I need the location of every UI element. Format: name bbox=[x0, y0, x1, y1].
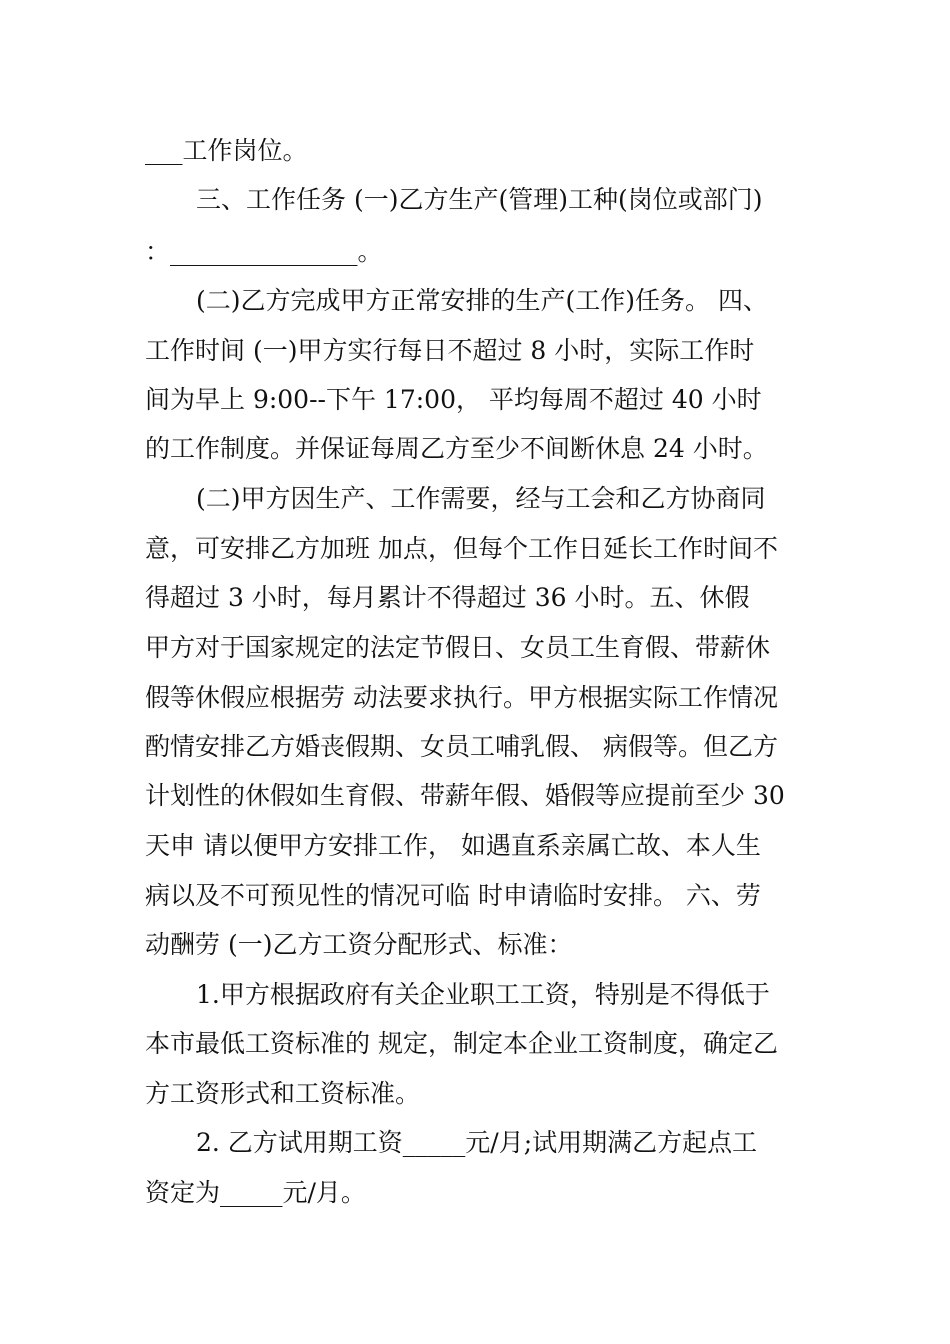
text-line-18: 1.甲方根据政府有关企业职工工资，特别是不得低于 bbox=[196, 980, 770, 1009]
text-line-5: 工作时间 (一)甲方实行每日不超过 8 小时，实际工作时 bbox=[145, 336, 755, 365]
text-line-1: ___工作岗位。 bbox=[145, 136, 308, 165]
text-line-11: 甲方对于国家规定的法定节假日、女员工生育假、带薪休 bbox=[145, 633, 771, 662]
text-line-16: 病以及不可预见性的情况可临 时申请临时安排。 六、劳 bbox=[145, 881, 761, 910]
text-line-21: 2. 乙方试用期工资_____元/月;试用期满乙方起点工 bbox=[196, 1128, 758, 1157]
text-line-22: 资定为_____元/月。 bbox=[145, 1178, 366, 1207]
text-line-17: 动酬劳 (一)乙方工资分配形式、标准： bbox=[145, 930, 573, 959]
text-line-14: 计划性的休假如生育假、带薪年假、婚假等应提前至少 30 bbox=[145, 781, 785, 810]
text-line-13: 酌情安排乙方婚丧假期、女员工哺乳假、 病假等。但乙方 bbox=[145, 732, 778, 761]
text-line-15: 天申 请以便甲方安排工作， 如遇直系亲属亡故、本人生 bbox=[145, 831, 761, 860]
text-line-2: 三、工作任务 (一)乙方生产(管理)工种(岗位或部门) bbox=[196, 185, 763, 214]
text-line-20: 方工资形式和工资标准。 bbox=[145, 1079, 421, 1108]
text-line-12: 假等休假应根据劳 动法要求执行。甲方根据实际工作情况 bbox=[145, 683, 778, 712]
text-line-19: 本市最低工资标准的 规定，制定本企业工资制度，确定乙 bbox=[145, 1029, 778, 1058]
text-line-4: (二)乙方完成甲方正常安排的生产(工作)任务。 四、 bbox=[196, 286, 768, 315]
text-line-7: 的工作制度。并保证每周乙方至少不间断休息 24 小时。 bbox=[145, 434, 768, 463]
text-line-6: 间为早上 9:00--下午 17:00， 平均每周不超过 40 小时 bbox=[145, 385, 762, 414]
text-line-9: 意，可安排乙方加班 加点，但每个工作日延长工作时间不 bbox=[145, 534, 778, 563]
text-line-8: (二)甲方因生产、工作需要，经与工会和乙方协商同 bbox=[196, 484, 766, 513]
text-line-3: ：_______________。 bbox=[145, 237, 383, 266]
text-line-10: 得超过 3 小时，每月累计不得超过 36 小时。五、休假 bbox=[145, 583, 750, 612]
